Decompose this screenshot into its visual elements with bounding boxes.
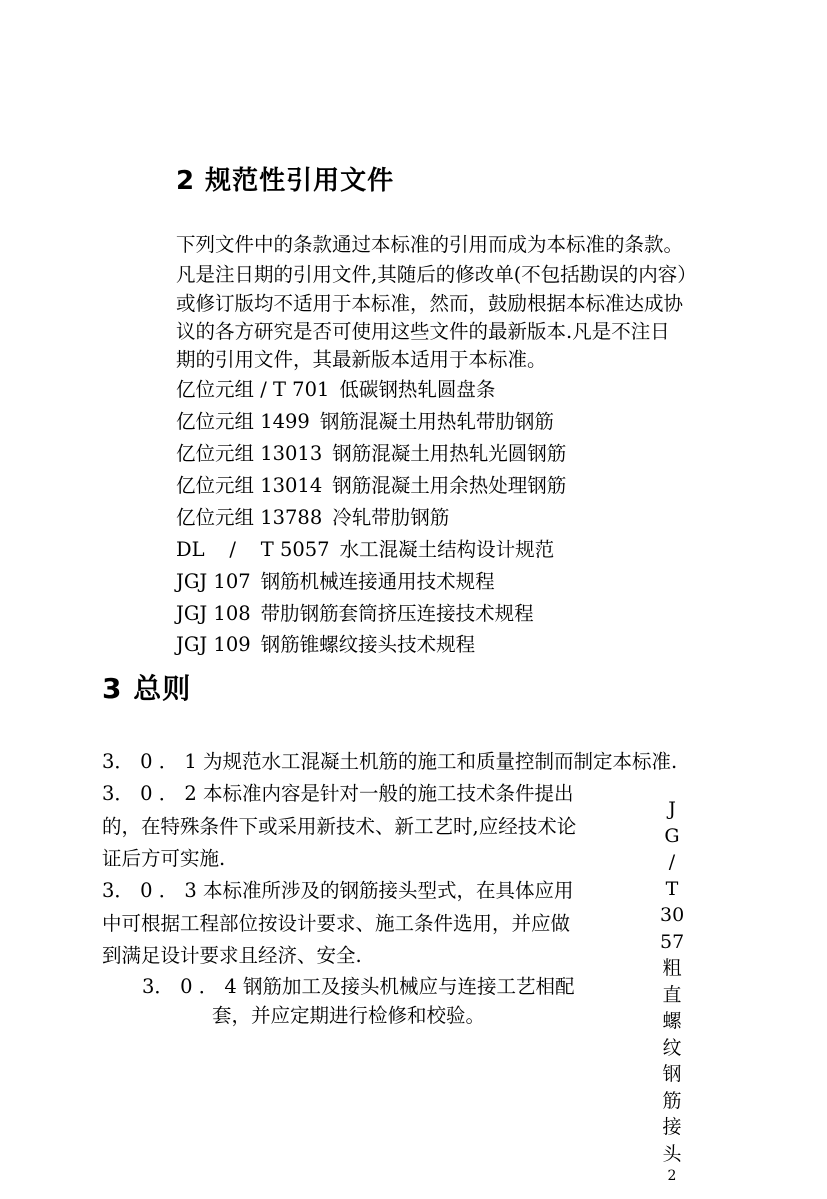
clause-line: 3． 0 ． 3 本标准所涉及的钢筋接头型式，在具体应用 [102,879,574,902]
reference-code: DL / T 5057 [176,538,330,561]
side-char: / [668,851,676,873]
side-char: T [665,877,679,900]
paragraph-line: 下列文件中的条款通过本标准的引用而成为本标准的条款。 [176,233,684,256]
reference-title: 钢筋混凝土用热轧带肋钢筋 [319,410,554,433]
side-char: 纹 [662,1036,682,1059]
section-3-heading: 3 总则 [102,672,192,705]
reference-code: 亿位元组 13788 [176,506,323,529]
side-char: 57 [660,930,685,953]
clause-line: 3． 0 ． 1 为规范水工混凝土机筋的施工和质量控制而制定本标准. [102,750,678,773]
side-char: 30 [660,904,685,926]
reference-item [176,470,566,498]
reference-title: 钢筋锥螺纹接头技术规程 [260,633,476,656]
side-char: J [668,798,676,820]
side-char: 钢 [662,1063,682,1085]
section-2-heading: 2 规范性引用文件 [176,166,395,196]
clause-line: 中可根据工程部位按设计要求、施工条件选用，并应做 [102,912,571,935]
reference-title: 带肋钢筋套筒挤压连接技术规程 [260,602,534,625]
reference-code: JGJ 109 [176,633,251,656]
reference-item [176,374,495,402]
reference-title: 冷轧带肋钢筋 [332,506,450,529]
reference-code: JGJ 107 [176,570,251,593]
reference-code: 亿位元组 13013 [176,442,323,465]
reference-item [176,534,554,562]
vertical-side-header [660,796,684,1185]
reference-title: 钢筋机械连接通用技术规程 [260,570,495,593]
paragraph-line: 凡是注日期的引用文件,其随后的修改单(不包括勘误的内容） [176,263,697,286]
reference-item [176,406,554,434]
side-char: 直 [662,983,682,1006]
clause-line: 的，在特殊条件下或采用新技术、新工艺时,应经技术论 [102,815,577,838]
reference-title: 低碳钢热轧圆盘条 [339,378,496,401]
side-char: 头 [662,1142,682,1165]
reference-code: 亿位元组 13014 [176,474,323,497]
paragraph-line: 议的各方研究是否可使用这些文件的最新版本.凡是不注日 [176,320,670,343]
reference-code: 亿位元组 / T 701 [176,378,330,401]
clause-line: 证后方可实施. [102,847,226,870]
reference-item [176,502,449,530]
side-char: 接 [662,1116,682,1138]
reference-item [176,598,534,626]
clause-line: 3． 0 ． 2 本标准内容是针对一般的施工技术条件提出 [102,782,574,805]
reference-code: 亿位元组 1499 [176,410,310,433]
clause-line: 3． 0 ． 4 钢筋加工及接头机械应与连接工艺相配 [142,975,575,998]
paragraph-line: 或修订版均不适用于本标准，然而，鼓励根据本标准达成协 [176,292,684,315]
reference-title: 水工混凝土结构设计规范 [339,538,555,561]
reference-title: 钢筋混凝土用余热处理钢筋 [332,474,567,497]
side-char: 筋 [662,1089,682,1112]
clause-line: 到满足设计要求且经济、安全. [102,944,362,967]
reference-code: JGJ 108 [176,602,251,625]
clause-line: 套，并应定期进行检修和校验。 [212,1004,486,1027]
side-page-number: 2 [667,1168,677,1184]
side-char: 螺 [662,1010,682,1032]
reference-title: 钢筋混凝土用热轧光圆钢筋 [332,442,567,465]
reference-item [176,438,566,466]
side-char: G [664,824,680,847]
side-char: 粗 [662,957,682,979]
reference-item [176,566,495,594]
reference-item [176,629,475,657]
paragraph-line: 期的引用文件，其最新版本适用于本标准。 [176,348,547,371]
